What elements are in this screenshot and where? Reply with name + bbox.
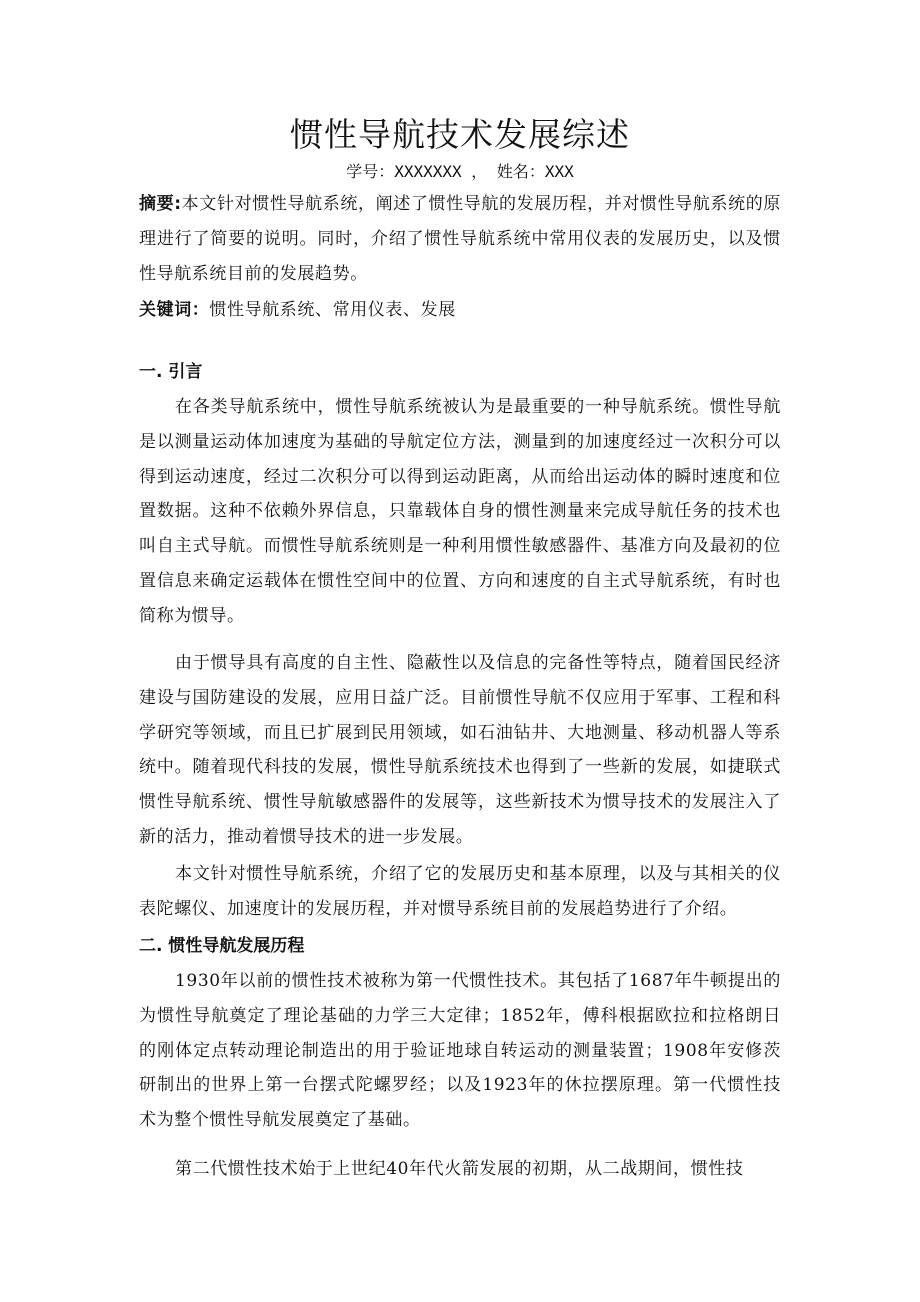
abstract-label: 摘要: (139, 194, 182, 214)
history-paragraph-1: 1930年以前的惯性技术被称为第一代惯性技术。其包括了1687年牛顿提出的为惯性导航奠定了理论基础的力学三大定律；1852年，傅科根据欧拉和拉格朗日的刚体定点转动理论制造出的用于验证地球自转运动的测量装置；1908年安修茨研制出的世界上第一台摆式陀螺罗经；以及1923年的休拉摆原理。第一代惯性技术为整个惯性导航发展奠定了基础。 (139, 971, 781, 1131)
section-heading-introduction: 一. 引言 (139, 362, 203, 382)
section-heading-history: 二. 惯性导航发展历程 (139, 936, 305, 956)
intro-paragraph-1: 在各类导航系统中，惯性导航系统被认为是最重要的一种导航系统。惯性导航是以测量运动体加速度为基础的导航定位方法，测量到的加速度经过一次积分可以得到运动速度，经过二次积分可以得到运动距离，从而给出运动体的瞬时速度和位置数据。这种不依赖外界信息，只靠载体自身的惯性测量来完成导航任务的技术也叫自主式导航。而惯性导航系统则是一种利用惯性敏感器件、基准方向及最初的位置信息来确定运载体在惯性空间中的位置、方向和速度的自主式导航系统，有时也简称为惯导。 (139, 397, 781, 626)
page-title: 惯性导航技术发展综述 (290, 115, 630, 154)
intro-paragraph-2: 由于惯导具有高度的自主性、隐蔽性以及信息的完备性等特点，随着国民经济建设与国防建设的发展，应用日益广泛。目前惯性导航不仅应用于军事、工程和科学研究等领域，而且已扩展到民用领域，如石油钻井、大地测量、移动机器人等系统中。随着现代科技的发展，惯性导航系统技术也得到了一些新的发展，如捷联式惯性导航系统、惯性导航敏感器件的发展等，这些新技术为惯导技术的发展注入了新的活力，推动着惯导技术的进一步发展。 (139, 653, 781, 847)
history-paragraph-2: 第二代惯性技术始于上世纪40年代火箭发展的初期，从二战期间，惯性技 (175, 1159, 744, 1179)
intro-paragraph-3: 本文针对惯性导航系统，介绍了它的发展历史和基本原理，以及与其相关的仪表陀螺仪、加速度计的发展历程，并对惯导系统目前的发展趋势进行了介绍。 (139, 864, 781, 919)
abstract-text: 本文针对惯性导航系统，阐述了惯性导航的发展历程，并对惯性导航系统的原理进行了简要的说明。同时，介绍了惯性导航系统中常用仪表的发展历史，以及惯性导航系统目前的发展趋势。 (139, 194, 781, 284)
author-line: 学号：XXXXXXX ， 姓名：XXX (346, 162, 574, 181)
keywords-label: 关键词： (139, 300, 210, 320)
keywords-text: 惯性导航系统、常用仪表、发展 (209, 300, 456, 320)
abstract (139, 187, 781, 291)
keywords (139, 293, 781, 328)
